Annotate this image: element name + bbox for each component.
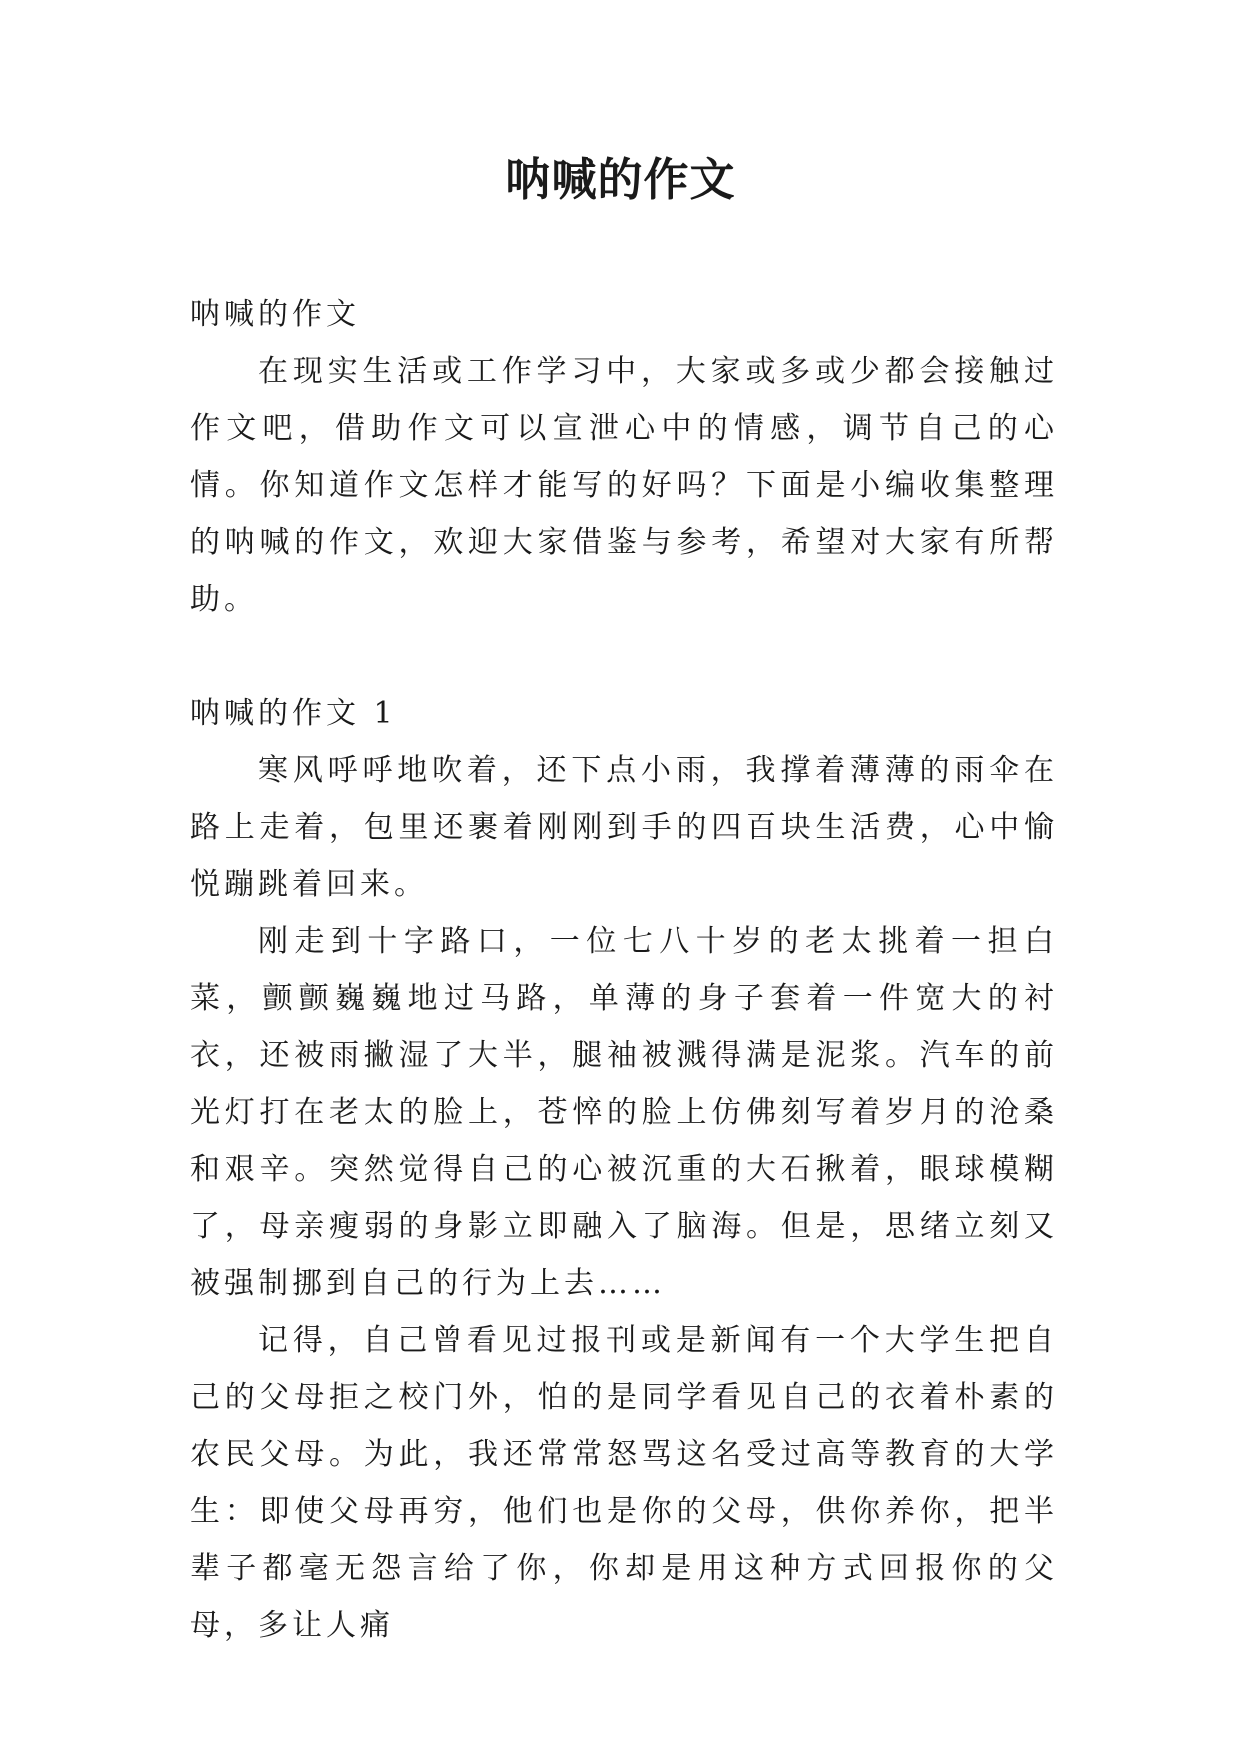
body-paragraph: 寒风呼呼地吹着，还下点小雨，我撑着薄薄的雨伞在路上走着，包里还裹着刚刚到手的四百块生活费，心中愉悦蹦跳着回来。 <box>190 753 1058 902</box>
intro-paragraph: 在现实生活或工作学习中，大家或多或少都会接触过作文吧，借助作文可以宣泄心中的情感，调节自己的心情。你知道作文怎样才能写的好吗？下面是小编收集整理的呐喊的作文，欢迎大家借鉴与参考，希望对大家有所帮助。 <box>190 354 1058 617</box>
body-paragraph: 记得，自己曾看见过报刊或是新闻有一个大学生把自己的父母拒之校门外，怕的是同学看见自己的衣着朴素的农民父母。为此，我还常常怒骂这名受过高等教育的大学生：即使父母再穷，他们也是你的父母，供你养你，把半辈子都毫无怨言给了你，你却是用这种方式回报你的父母，多让人痛 <box>190 1323 1058 1643</box>
intro-heading: 呐喊的作文 <box>190 297 360 332</box>
document-body <box>190 286 1058 1654</box>
section-gap <box>190 628 1058 685</box>
body-paragraph: 刚走到十字路口，一位七八十岁的老太挑着一担白菜，颤颤巍巍地过马路，单薄的身子套着一件宽大的衬衣，还被雨撇湿了大半，腿袖被溅得满是泥浆。汽车的前光灯打在老太的脸上，苍悴的脸上仿佛刻写着岁月的沧桑和艰辛。突然觉得自己的心被沉重的大石揪着，眼球模糊了，母亲瘦弱的身影立即融入了脑海。但是，思绪立刻又被强制挪到自己的行为上去…… <box>190 924 1058 1301</box>
document-title: 呐喊的作文 <box>505 153 736 206</box>
section-heading: 呐喊的作文 1 <box>190 696 397 731</box>
